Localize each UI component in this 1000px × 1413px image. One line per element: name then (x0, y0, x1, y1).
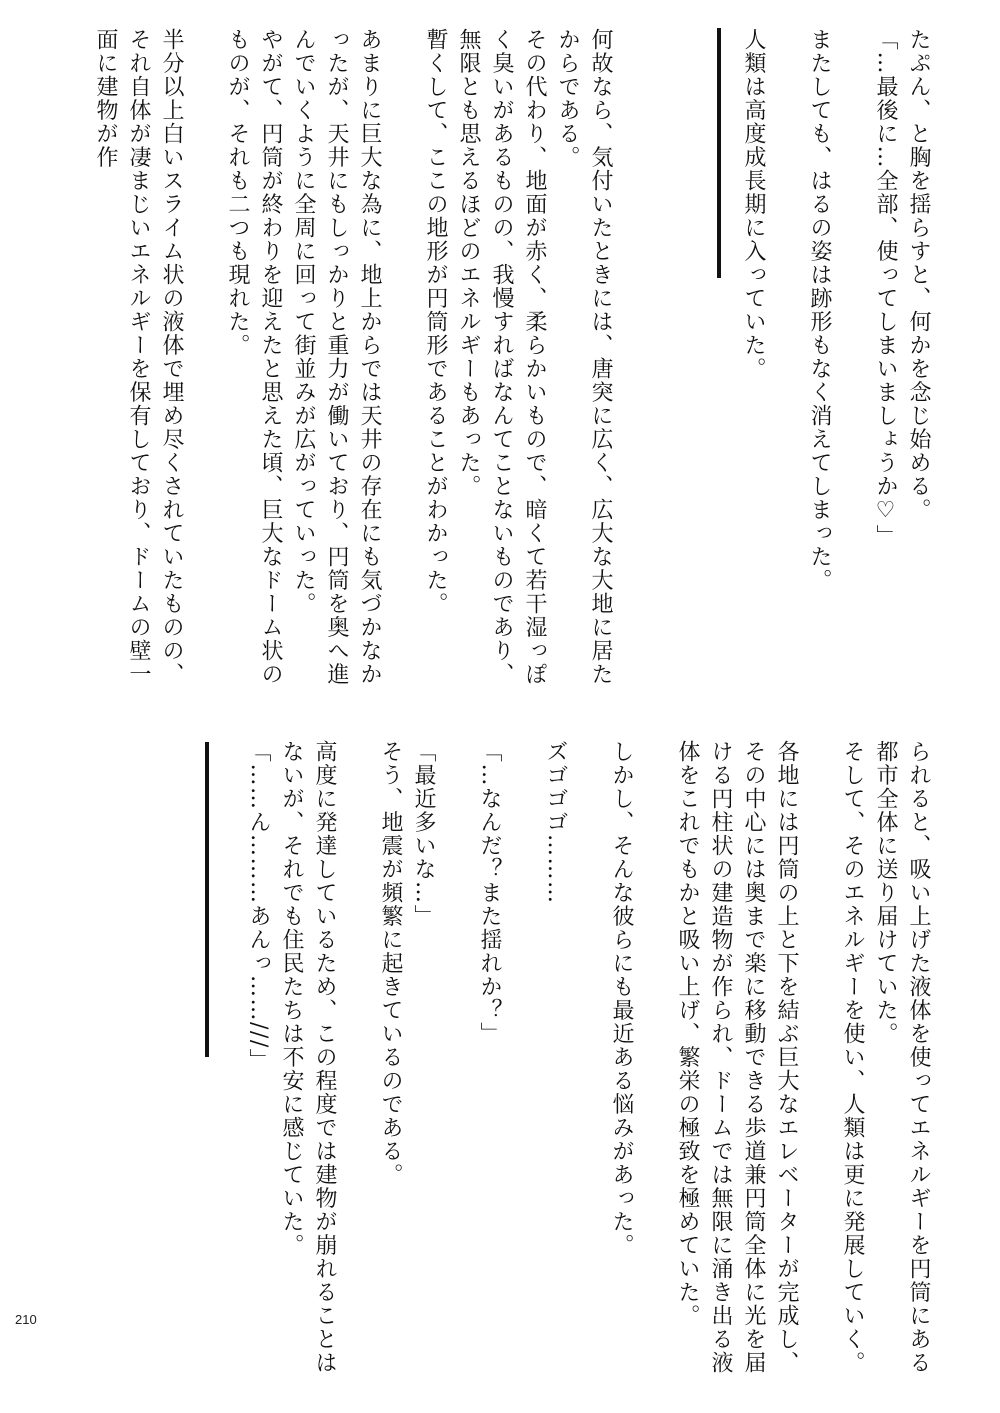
page-number: 210 (15, 1312, 37, 1327)
paragraph: やがて、円筒が終わりを迎えたと思えた頃、巨大なドーム状のものが、それも二つも現れた。 (225, 28, 283, 686)
paragraph: そう、地震が頻繁に起きているのである。 (378, 740, 403, 1187)
paragraph: たぷん、と胸を揺らすと、何かを念じ始める。 (906, 28, 931, 522)
dialogue-line: 「……ん………あんっ……///」 (246, 740, 271, 1073)
paragraph: 高度に発達しているため、この程度では建物が崩れることはないが、それでも住民たちは不安に感じていた。 (279, 740, 337, 1375)
paragraph: あまりに巨大な為に、地上からでは天井の存在にも気づかなかったが、天井にもしっかりと重力が働いており、円筒を奥へ進んでいくように全周に回って街並みが広がっていった。 (291, 28, 382, 686)
paragraph: 何故なら、気付いたときには、唐突に広く、広大な大地に居たからである。 (555, 28, 613, 686)
top-text-block (89, 28, 935, 688)
dialogue-line: 「最近多いな…」 (411, 740, 436, 928)
dialogue-line: 「…最後に…全部、使ってしまいましょうか♡」 (873, 28, 898, 548)
paragraph: そして、そのエネルギーを使い、人類は更に発展していく。 (840, 740, 865, 1375)
paragraph: 半分以上白いスライム状の液体で埋め尽くされていたものの、それ自体が凄まじいエネルギーを保有しており、ドームの壁一面に建物が作 (93, 28, 184, 686)
section-divider (717, 28, 721, 278)
section-divider (205, 742, 209, 1057)
paragraph: られると、吸い上げた液体を使ってエネルギーを円筒にある都市全体に送り届けていた。 (873, 740, 931, 1375)
paragraph: 各地には円筒の上と下を結ぶ巨大なエレベーターが完成し、その中心には奥まで楽に移動できる歩道兼円筒全体に光を届ける円柱状の建造物が作られ、ドームでは無限に涌き出る液体をこれでもかと吸い上げ、繁栄の極致を極めていた。 (675, 740, 799, 1375)
paragraph: その代わり、地面が赤く、柔らかいもので、暗くて若干湿っぽく臭いがあるものの、我慢すればなんてことないものであり、無限とも思えるほどのエネルギーもあった。 (456, 28, 547, 686)
sound-effect: ズゴゴゴ……… (543, 740, 568, 905)
paragraph: しかし、そんな彼らにも最近ある悩みがあった。 (609, 740, 634, 1257)
paragraph: 人類は高度成長期に入っていた。 (741, 28, 766, 381)
paragraph: またしても、はるの姿は跡形もなく消えてしまった。 (807, 28, 832, 592)
dialogue-line: 「…なんだ？また揺れか？」 (477, 740, 502, 1046)
bottom-text-block (142, 740, 935, 1380)
paragraph: 暫くして、ここの地形が円筒形であることがわかった。 (423, 28, 448, 616)
